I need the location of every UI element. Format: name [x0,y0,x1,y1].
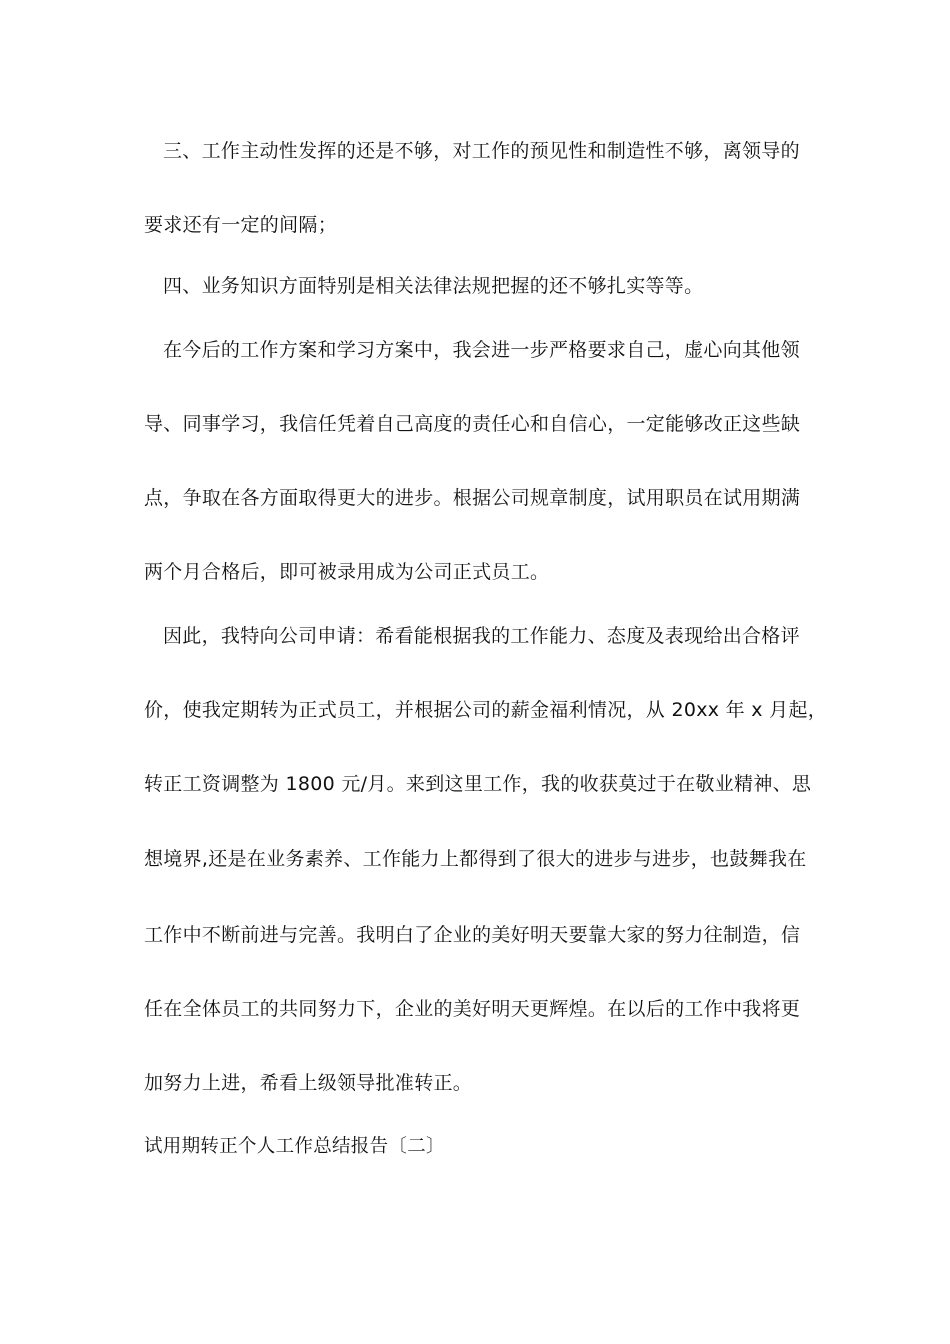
paragraph-line: 三、工作主动性发挥的还是不够，对工作的预见性和制造性不够，离领导的 [163,140,800,162]
paragraph-line: 要求还有一定的间隔； [144,214,338,236]
paragraph-line: 加努力上进，希看上级领导批准转正。 [144,1072,473,1094]
paragraph-line: 两个月合格后，即可被录用成为公司正式员工。 [144,561,550,583]
paragraph-line: 四、业务知识方面特别是相关法律法规把握的还不够扎实等等。 [163,275,704,297]
paragraph-line: 导、同事学习，我信任凭着自己高度的责任心和自信心，一定能够改正这些缺 [144,413,801,435]
paragraph-line: 在今后的工作方案和学习方案中，我会进一步严格要求自己，虚心向其他领 [163,339,800,361]
section-heading: 试用期转正个人工作总结报告〔二〕 [144,1136,445,1157]
paragraph-line: 因此，我特向公司申请：希看能根据我的工作能力、态度及表现给出合格评 [163,625,800,647]
paragraph-line: 点，争取在各方面取得更大的进步。根据公司规章制度，试用职员在试用期满 [144,487,801,509]
paragraph-line: 转正工资调整为 1800 元/月。来到这里工作，我的收获莫过于在敬业精神、思 [144,773,812,795]
paragraph-line: 价，使我定期转为正式员工，并根据公司的薪金福利情况，从 20xx 年 x 月起， [144,699,828,721]
paragraph-line: 工作中不断前进与完善。我明白了企业的美好明天要靠大家的努力往制造，信 [144,924,801,946]
paragraph-line: 想境界,还是在业务素养、工作能力上都得到了很大的进步与进步，也鼓舞我在 [144,848,807,870]
paragraph-line: 任在全体员工的共同努力下，企业的美好明天更辉煌。在以后的工作中我将更 [144,998,801,1020]
